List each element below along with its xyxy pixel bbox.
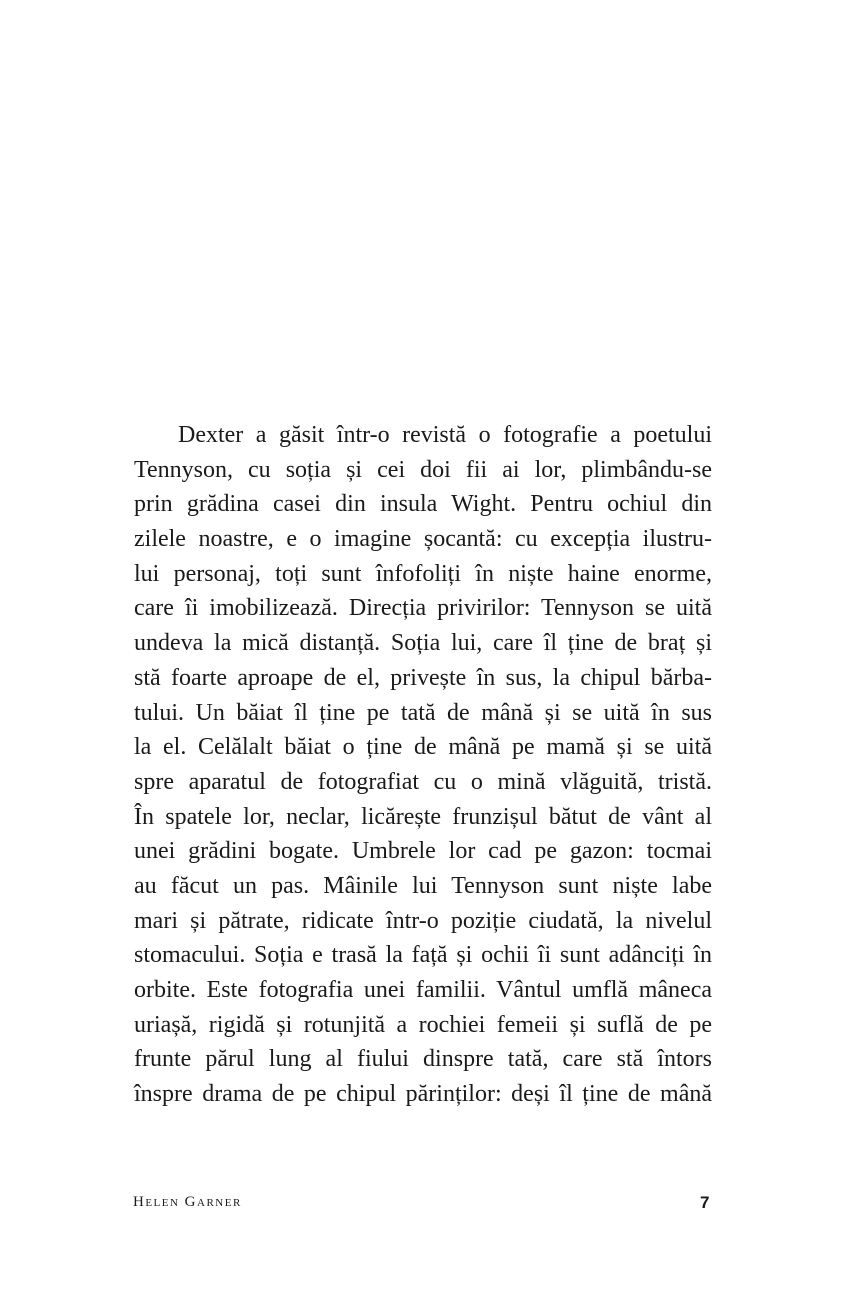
text-line: mari și pătrate, ridicate într-o poziție ciudată, la nivelul (134, 907, 712, 934)
text-line: Tennyson, cu soția și cei doi fii ai lor, plimbându-se (134, 456, 712, 483)
text-line: Dexter a găsit într-o revistă o fotografie a poetului (178, 422, 712, 448)
text-line: au făcut un pas. Mâinile lui Tennyson sunt niște labe (134, 872, 712, 899)
text-line: înspre drama de pe chipul părinților: deși îl ține de mână (134, 1081, 712, 1108)
text-line: frunte părul lung al fiului dinspre tată, care stă întors (134, 1046, 712, 1073)
footer-author: Helen Garner (133, 1194, 242, 1210)
text-line: care îi imobilizează. Direcția privirilor: Tennyson se uită (134, 595, 712, 622)
text-line: stomacului. Soția e trasă la față și ochii îi sunt adânciți în (134, 942, 712, 969)
text-line: stă foarte aproape de el, privește în sus, la chipul bărba- (134, 664, 712, 691)
text-line: uriașă, rigidă și rotunjită a rochiei femeii și suflă de pe (134, 1011, 712, 1038)
text-line: la el. Celălalt băiat o ține de mână pe mamă și se uită (134, 734, 712, 761)
page-number: 7 (700, 1193, 710, 1212)
text-line: zilele noastre, e o imagine șocantă: cu excepția ilustru- (134, 526, 712, 553)
text-line: unei grădini bogate. Umbrele lor cad pe gazon: tocmai (134, 838, 712, 865)
text-line: spre aparatul de fotografiat cu o mină vlăguită, tristă. (134, 768, 712, 795)
text-line: prin grădina casei din insula Wight. Pentru ochiul din (134, 491, 712, 518)
text-line: tului. Un băiat îl ține pe tată de mână și se uită în sus (134, 699, 712, 726)
text-line: lui personaj, toți sunt înfofoliți în niște haine enorme, (134, 560, 712, 587)
body-paragraph (134, 418, 712, 1112)
text-line: undeva la mică distanță. Soția lui, care îl ține de braț și (134, 630, 712, 657)
text-line: orbite. Este fotografia unei familii. Vântul umflă mâneca (134, 977, 712, 1003)
text-line: În spatele lor, neclar, licărește frunzișul bătut de vânt al (134, 803, 712, 830)
